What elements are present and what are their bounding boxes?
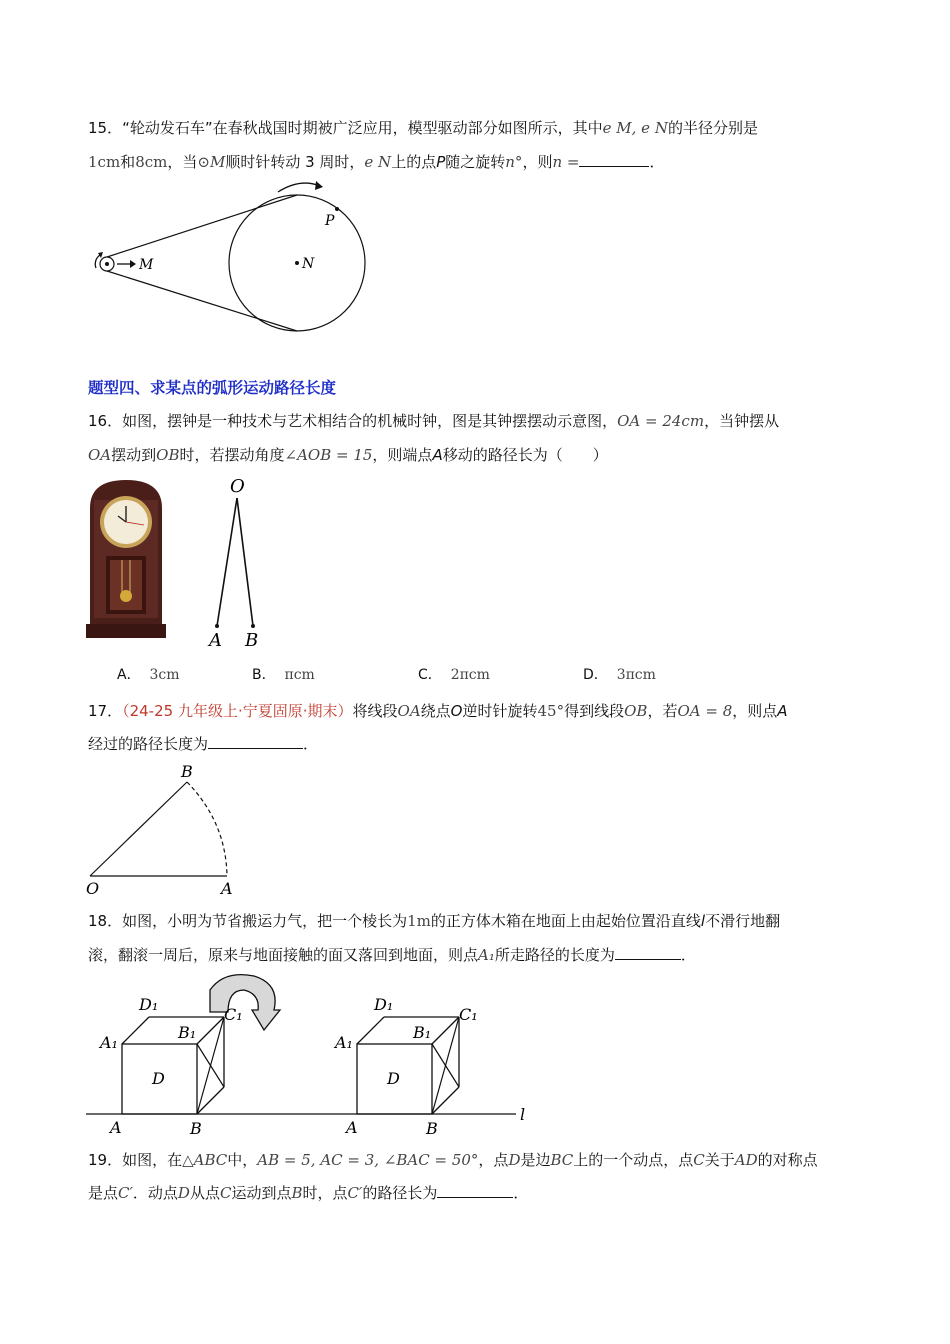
q15-text: 和 bbox=[120, 153, 136, 171]
q16-option-b[interactable] bbox=[252, 664, 315, 684]
q16-number: 16． bbox=[88, 412, 123, 430]
option-label: B． bbox=[252, 667, 276, 683]
q16-text: 摆动到 bbox=[111, 446, 157, 464]
q19-triangle: △ABC bbox=[182, 1151, 228, 1169]
q19-text: 上的一个动点，点 bbox=[573, 1151, 694, 1169]
q19-text: 运动到点 bbox=[231, 1184, 292, 1202]
q17-answer-blank[interactable] bbox=[208, 734, 303, 749]
q15-number: 15． bbox=[88, 119, 123, 137]
q16-line-2 bbox=[88, 444, 608, 466]
q15-text: 随之旋转 bbox=[445, 153, 506, 171]
q15-circle-m: ⊙M bbox=[197, 153, 226, 171]
q19-bc: BC bbox=[550, 1151, 574, 1169]
q17-text: 逆时针旋转 bbox=[462, 702, 538, 720]
q15-text: ，则 bbox=[522, 153, 553, 171]
q17-fig-label-a: A bbox=[221, 879, 233, 898]
q17-number: 17． bbox=[88, 702, 123, 720]
q19-text: 中， bbox=[227, 1151, 258, 1169]
q15-text: 上的点 bbox=[391, 153, 437, 171]
q15-text: “轮动发石车”在春秋战国时期被广泛应用，模型驱动部分如图所示，其中 bbox=[122, 119, 603, 137]
q16-text: 时，若摆动角度 bbox=[179, 446, 285, 464]
q15-text: 的半径分别是 bbox=[667, 119, 758, 137]
q19-point-d: D bbox=[508, 1151, 521, 1169]
q15-radius-n: 8cm bbox=[135, 153, 168, 171]
q16-option-d[interactable] bbox=[583, 664, 656, 684]
q16-oa: OA bbox=[88, 446, 112, 464]
q19-number: 19． bbox=[88, 1151, 123, 1169]
q17-figure bbox=[84, 758, 254, 898]
q19-point-c: C bbox=[693, 1151, 705, 1169]
q19-line-1 bbox=[88, 1149, 818, 1171]
q19-line-2 bbox=[88, 1182, 528, 1204]
q18-text: 的正方体木箱在地面上由起始位置沿直线 bbox=[430, 912, 701, 930]
q17-fig-label-o: O bbox=[86, 879, 100, 898]
q19-point-c2: C bbox=[219, 1184, 232, 1202]
q18-text: 不滑行地翻 bbox=[705, 912, 781, 930]
q16-ob: OB bbox=[156, 446, 180, 464]
q18-line-2 bbox=[88, 944, 696, 966]
q18-fig-label-c1-b: C₁ bbox=[459, 1005, 478, 1024]
q19-text: 是边 bbox=[520, 1151, 551, 1169]
q16-fig-label-b: B bbox=[245, 630, 259, 651]
q16-oa-length: OA = 24cm bbox=[617, 412, 705, 430]
q18-point-a1: A₁ bbox=[478, 946, 495, 964]
q16-line-1 bbox=[88, 410, 779, 432]
q15-circles: e M, e N bbox=[602, 119, 668, 137]
q18-text: 滚，翻滚一周后，原来与地面接触的面又落回到地面，则点 bbox=[88, 946, 479, 964]
q19-text: ，点 bbox=[478, 1151, 509, 1169]
q17-line-1 bbox=[88, 700, 788, 722]
q16-angle: ∠AOB = 15 bbox=[284, 446, 373, 464]
q16-figure bbox=[200, 476, 280, 652]
q19-point-d2: D bbox=[177, 1184, 190, 1202]
q15-radius-m: 1cm bbox=[88, 153, 121, 171]
q17-line-2 bbox=[88, 733, 318, 755]
q17-oa: OA bbox=[397, 702, 421, 720]
q18-fig-label-a-a: A bbox=[110, 1118, 122, 1137]
q17-text: 得到线段 bbox=[564, 702, 625, 720]
q18-fig-label-d1-a: D₁ bbox=[139, 995, 159, 1014]
q19-text: 是点 bbox=[88, 1184, 119, 1202]
option-label: C． bbox=[418, 667, 442, 683]
q17-angle: 45° bbox=[537, 702, 565, 720]
q15-fig-label-p: P bbox=[325, 213, 335, 229]
q16-fig-label-o: O bbox=[230, 476, 245, 497]
q18-fig-label-b1-a: B₁ bbox=[178, 1023, 197, 1042]
q17-text: ，则点 bbox=[732, 702, 778, 720]
q19-text: ． bbox=[513, 1184, 529, 1202]
q15-figure bbox=[80, 180, 380, 340]
section-heading: 题型四、求某点的弧形运动路径长度 bbox=[88, 379, 337, 397]
q17-point-a: A bbox=[777, 702, 788, 720]
q18-fig-label-b1-b: B₁ bbox=[413, 1023, 432, 1042]
q17-text: ． bbox=[303, 735, 319, 753]
pendulum-clock-image bbox=[86, 478, 166, 640]
q17-text: ，若 bbox=[647, 702, 678, 720]
option-value: πcm bbox=[284, 667, 315, 683]
q15-text: ． bbox=[649, 153, 665, 171]
option-value: 3cm bbox=[149, 667, 180, 683]
q15-point-p: P bbox=[436, 153, 446, 171]
q17-source-tag: （24-25 九年级上·宁夏固原·期末） bbox=[122, 702, 353, 720]
q15-answer-blank[interactable] bbox=[579, 152, 649, 167]
q17-text: 绕点 bbox=[420, 702, 451, 720]
q16-fig-label-a: A bbox=[209, 630, 222, 651]
q18-fig-label-d-b: D bbox=[387, 1069, 400, 1088]
q18-text: ． bbox=[680, 946, 696, 964]
q18-text: 如图，小明为节省搬运力气，把一个棱长为 bbox=[122, 912, 408, 930]
option-value: 2πcm bbox=[450, 667, 490, 683]
q19-point-cprime: C′ bbox=[118, 1184, 133, 1202]
option-label: A． bbox=[117, 667, 141, 683]
q19-answer-blank[interactable] bbox=[437, 1183, 513, 1198]
q18-fig-label-c1-a: C₁ bbox=[224, 1005, 243, 1024]
option-label: D． bbox=[583, 667, 608, 683]
q15-line-2 bbox=[88, 151, 664, 173]
q15-line-1 bbox=[88, 117, 758, 139]
q17-fig-label-b: B bbox=[181, 762, 193, 781]
q18-fig-label-b-b: B bbox=[426, 1119, 438, 1138]
q18-answer-blank[interactable] bbox=[615, 945, 681, 960]
q19-conditions: AB = 5, AC = 3, ∠BAC = 50° bbox=[257, 1151, 479, 1169]
q18-number: 18． bbox=[88, 912, 123, 930]
q16-option-a[interactable] bbox=[117, 664, 180, 684]
q18-fig-label-a-b: A bbox=[346, 1118, 358, 1137]
q16-point-a: A bbox=[432, 446, 443, 464]
q17-text: 将线段 bbox=[352, 702, 398, 720]
q18-line-l: l bbox=[700, 912, 706, 930]
q18-edge-length: 1m bbox=[407, 912, 431, 930]
q15-angle: n° bbox=[505, 153, 523, 171]
q16-text: 移动的路径长为（ ） bbox=[442, 446, 608, 464]
q17-eq: OA = 8 bbox=[677, 702, 733, 720]
q19-text: 的路径长为 bbox=[362, 1184, 438, 1202]
q15-text: 顺时针转动 3 周时， bbox=[225, 153, 365, 171]
q16-text: ，则端点 bbox=[372, 446, 433, 464]
q18-figure bbox=[84, 970, 544, 1142]
q17-point-o: O bbox=[450, 702, 463, 720]
q19-text: 如图，在 bbox=[122, 1151, 183, 1169]
q18-fig-label-b-a: B bbox=[190, 1119, 202, 1138]
q18-fig-label-a1-b: A₁ bbox=[335, 1033, 353, 1052]
q19-text: 时，点 bbox=[302, 1184, 348, 1202]
q16-text: 如图，摆钟是一种技术与艺术相结合的机械时钟，图是其钟摆摆动示意图， bbox=[122, 412, 618, 430]
q18-fig-label-l: l bbox=[520, 1105, 526, 1124]
q19-point-b: B bbox=[291, 1184, 303, 1202]
q17-text: 经过的路径长度为 bbox=[88, 735, 209, 753]
q19-text: 关于 bbox=[704, 1151, 735, 1169]
q19-ad: AD bbox=[734, 1151, 758, 1169]
q15-circle-n: e N bbox=[364, 153, 392, 171]
q19-text: 从点 bbox=[189, 1184, 220, 1202]
q18-fig-label-a1-a: A₁ bbox=[100, 1033, 118, 1052]
q19-point-cprime2: C′ bbox=[347, 1184, 363, 1202]
q15-fig-label-n: N bbox=[302, 256, 315, 272]
q16-option-c[interactable] bbox=[418, 664, 490, 684]
q15-fig-label-m: M bbox=[139, 257, 154, 273]
q18-line-1 bbox=[88, 910, 780, 932]
q18-fig-label-d1-b: D₁ bbox=[374, 995, 394, 1014]
q18-fig-label-d-a: D bbox=[152, 1069, 165, 1088]
q15-n-eq: n = bbox=[552, 153, 580, 171]
q19-text: 的对称点 bbox=[757, 1151, 818, 1169]
q16-text: ，当钟摆从 bbox=[704, 412, 780, 430]
q18-text: 所走路径的长度为 bbox=[494, 946, 615, 964]
q19-text: ．动点 bbox=[132, 1184, 178, 1202]
q15-text: ，当 bbox=[167, 153, 198, 171]
q17-ob: OB bbox=[624, 702, 648, 720]
option-value: 3πcm bbox=[616, 667, 656, 683]
